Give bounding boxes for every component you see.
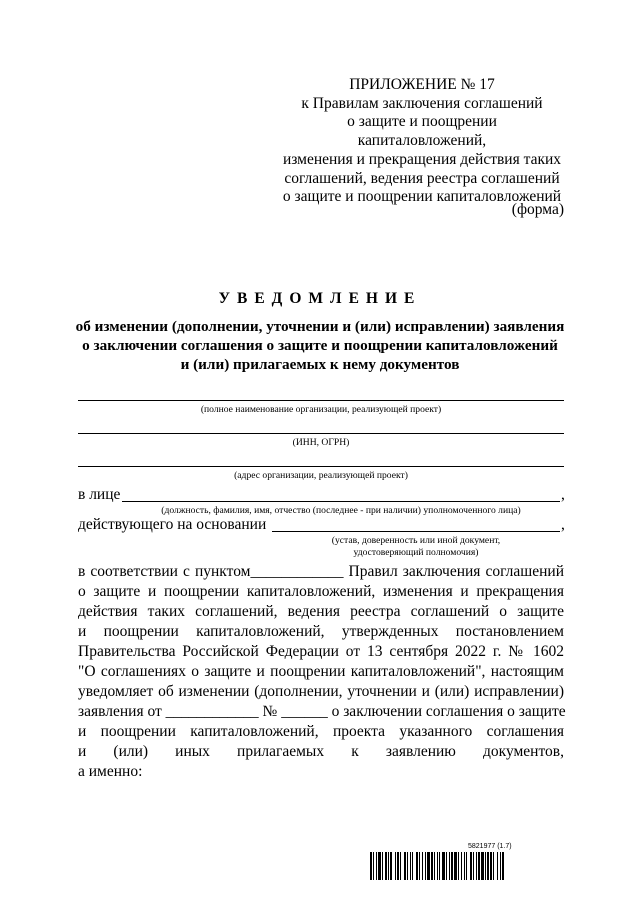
- basis-comma: ,: [561, 516, 565, 533]
- body-line-last: а именно:: [78, 763, 143, 780]
- subtitle-line: о заключении соглашения о защите и поощрении капиталовложений: [82, 336, 558, 354]
- appendix-line: соглашений, ведения реестра соглашений: [284, 169, 560, 187]
- inn-ogrn-line[interactable]: [78, 433, 564, 434]
- document-title: УВЕДОМЛЕНИЕ: [218, 290, 422, 307]
- address-line[interactable]: [78, 466, 564, 467]
- basis-line[interactable]: [272, 531, 560, 532]
- body-line: действия таких соглашений, ведения реестра соглашений о защите: [78, 603, 564, 620]
- body-line: заявления от ____________ № ______ о заключении соглашения о защите: [78, 703, 566, 720]
- body-line: и поощрении капиталовложений, утвержденных постановлением: [78, 623, 564, 640]
- body-line: "О соглашениях о защите и поощрении капиталовложений", настоящим: [78, 663, 564, 680]
- appendix-line: изменения и прекращения действия таких: [282, 150, 562, 168]
- subtitle-line: и (или) прилагаемых к нему документов: [180, 355, 460, 373]
- appendix-line: к Правилам заключения соглашений: [301, 94, 543, 112]
- form-label: (форма): [511, 201, 564, 218]
- subtitle-line: об изменении (дополнении, уточнении и (или) исправлении) заявления: [75, 318, 565, 335]
- barcode-icon: [370, 852, 574, 880]
- basis-prefix: действующего на основании: [78, 516, 267, 533]
- basis-caption-2: удостоверяющий полномочия): [353, 547, 479, 558]
- basis-caption-1: (устав, доверенность или иной документ,: [331, 535, 501, 546]
- person-line[interactable]: [122, 501, 560, 502]
- appendix-block: [282, 76, 562, 207]
- appendix-line: о защите и поощрении капиталовложений: [282, 188, 562, 206]
- person-caption: (должность, фамилия, имя, отчество (последнее - при наличии) уполномоченного лица): [161, 505, 521, 516]
- person-prefix: в лице: [78, 486, 121, 503]
- appendix-line: о защите и поощрении капиталовложений,: [347, 113, 497, 150]
- appendix-number: ПРИЛОЖЕНИЕ № 17: [349, 76, 495, 93]
- document-subtitle: [70, 318, 570, 374]
- address-caption: (адрес организации, реализующей проект): [234, 470, 408, 481]
- body-line: в соответствии с пунктом____________ Правил заключения соглашений: [78, 563, 564, 580]
- inn-ogrn-caption: (ИНН, ОГРН): [292, 437, 350, 448]
- org-name-caption: (полное наименование организации, реализующей проект): [200, 404, 442, 415]
- barcode-number: 5821977 (1.7): [468, 843, 512, 850]
- body-line: Правительства Российской Федерации от 13 сентября 2022 г. № 1602: [78, 643, 564, 660]
- body-line: и поощрении капиталовложений, проекта указанного соглашения: [78, 723, 564, 740]
- body-line: и (или) иных прилагаемых к заявлению документов,: [78, 743, 564, 760]
- body-line: о защите и поощрении капиталовложений, изменения и прекращения: [78, 583, 564, 600]
- org-name-line[interactable]: [78, 400, 564, 401]
- body-line: уведомляет об изменении (дополнении, уточнении и (или) исправлении): [78, 683, 564, 700]
- person-comma: ,: [561, 486, 565, 503]
